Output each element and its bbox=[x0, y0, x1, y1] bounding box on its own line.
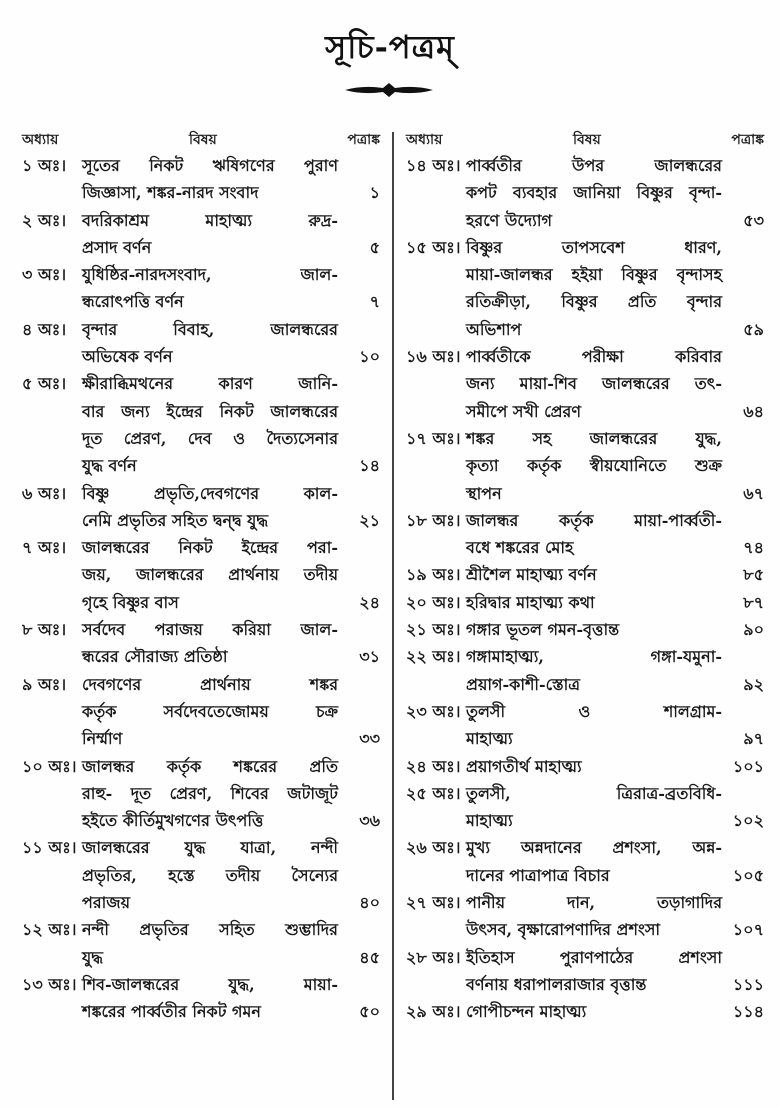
entry-line bbox=[82, 916, 380, 943]
page-number: ৯০ bbox=[743, 620, 764, 640]
page-number-spacer bbox=[342, 207, 380, 234]
entry-line bbox=[48, 452, 380, 479]
entry-subject-text: শ্রীশৈল মাহাত্ম্য বর্ণন bbox=[466, 565, 597, 585]
entry-body bbox=[82, 261, 380, 316]
toc-entry bbox=[22, 971, 380, 1026]
entry-line bbox=[82, 671, 380, 698]
page-number-spacer bbox=[726, 698, 764, 725]
chapter-number: ২০ অঃ। bbox=[406, 592, 461, 612]
entry-subject-text: ক্ষীরাব্ধিমথনের কারণ জানি- bbox=[82, 374, 338, 394]
entry-body bbox=[466, 343, 764, 425]
entry-subject-text: কৃত্যা কর্তৃক স্বীয়যোনিতে শুক্র bbox=[466, 456, 722, 476]
entry-line bbox=[466, 780, 764, 807]
entry-subject-text: বৃন্দার বিবাহ, জালন্ধরের bbox=[82, 319, 338, 339]
page-number: ৮৫ bbox=[743, 565, 764, 585]
entry-subject-text: পানীয় দান, তড়াগাদির bbox=[466, 893, 722, 913]
toc-entry bbox=[406, 834, 764, 889]
chapter-number: ৭ অঃ। bbox=[22, 538, 67, 558]
entry-line bbox=[82, 616, 380, 643]
entry-line bbox=[82, 316, 380, 343]
entry-subject-text: উৎসব, বৃক্ষারোপণাদির প্রশংসা bbox=[466, 920, 661, 940]
entry-subject-text: শিব-জালন্ধরের যুদ্ধ, মায়া- bbox=[82, 974, 338, 994]
entry-subject-text: তুলসী, ত্রিরাত্র-ব্রতবিধি- bbox=[466, 783, 722, 803]
entry-line bbox=[48, 589, 380, 616]
entry-body bbox=[82, 971, 380, 1026]
entry-line bbox=[466, 698, 764, 725]
entry-subject-text: স্থাপন bbox=[466, 483, 502, 503]
entry-subject-text: সূতের নিকট ঋষিগণের পুরাণ bbox=[82, 156, 338, 175]
chapter-number: ১৩ অঃ। bbox=[22, 974, 77, 994]
page-number-spacer bbox=[342, 398, 380, 425]
entry-body bbox=[466, 561, 764, 588]
page-number: ১১৪ bbox=[732, 1002, 764, 1022]
entry-subject-text: দেবগণের প্রার্থনায় শঙ্কর bbox=[82, 674, 338, 694]
entry-body bbox=[82, 534, 380, 616]
entry-line bbox=[48, 343, 380, 370]
entry-body bbox=[82, 207, 380, 262]
toc-entry bbox=[22, 534, 380, 616]
chapter-number: ২৪ অঃ। bbox=[406, 756, 461, 776]
page-number-spacer bbox=[726, 452, 764, 479]
entry-subject-text: হরিদ্বার মাহাত্ম্য কথা bbox=[466, 592, 595, 612]
entry-subject-text: বিষ্ণু প্রভৃতি,দেবগণের কাল- bbox=[82, 483, 338, 503]
header-subject: বিষয় bbox=[572, 132, 601, 148]
entry-line bbox=[48, 698, 380, 725]
entry-subject-text: বিষ্ণুর তাপসবেশ ধারণ, bbox=[466, 237, 722, 257]
entry-subject-text: প্রসাদ বর্ণন bbox=[82, 237, 152, 257]
page-number-spacer bbox=[342, 370, 380, 397]
entry-line bbox=[432, 398, 764, 425]
entry-subject-text: জালন্ধরের যুদ্ধ যাত্রা, নন্দী bbox=[82, 838, 338, 858]
page-number: ৮৭ bbox=[743, 592, 764, 612]
page-number-spacer bbox=[342, 862, 380, 889]
chapter-number: ২৬ অঃ। bbox=[406, 838, 461, 858]
chapter-number: ২৫ অঃ। bbox=[406, 783, 461, 803]
entry-body bbox=[82, 316, 380, 371]
page-number-spacer bbox=[342, 534, 380, 561]
chapter-number: ৬ অঃ। bbox=[22, 483, 67, 503]
entry-body bbox=[466, 425, 764, 507]
entry-line bbox=[432, 534, 764, 561]
entry-subject-text: জয়, জালন্ধরের প্রার্থনায় তদীয় bbox=[82, 565, 338, 585]
entry-subject-text: মাহাত্ম্য bbox=[466, 729, 513, 749]
toc-entry bbox=[406, 425, 764, 507]
chapter-number: ২৩ অঃ। bbox=[406, 701, 461, 721]
page-number-spacer bbox=[726, 944, 764, 971]
entry-line bbox=[48, 998, 380, 1025]
entry-line bbox=[48, 889, 380, 916]
page-number-spacer bbox=[342, 916, 380, 943]
page-number: ৫ bbox=[369, 237, 380, 257]
entry-line bbox=[82, 971, 380, 998]
right-column-header bbox=[406, 128, 764, 152]
entry-subject-text: মায়া-জালন্ধর হইয়া বিষ্ণুর বৃন্দাসহ bbox=[466, 265, 722, 285]
header-page: পত্রাঙ্ক bbox=[347, 132, 380, 148]
entry-line bbox=[82, 753, 380, 780]
entry-subject-text: পরাজয় bbox=[82, 893, 131, 913]
entry-subject-text: মাহাত্ম্য bbox=[466, 811, 513, 831]
page-number: ১১১ bbox=[732, 974, 764, 994]
entry-line bbox=[48, 807, 380, 834]
entry-line bbox=[432, 370, 764, 397]
entry-line bbox=[466, 834, 764, 861]
right-entries bbox=[406, 152, 764, 1026]
entry-line bbox=[82, 534, 380, 561]
entry-line bbox=[48, 944, 380, 971]
toc-entry bbox=[406, 944, 764, 999]
chapter-number: ৮ অঃ। bbox=[22, 620, 67, 640]
page-number-spacer bbox=[342, 316, 380, 343]
toc-entry bbox=[22, 671, 380, 753]
entry-subject-text: বধে শঙ্করের মোহ bbox=[466, 538, 574, 558]
entry-subject-text: জালন্ধরের নিকট ইন্দ্রের পরা- bbox=[82, 538, 338, 558]
chapter-number: ২৮ অঃ। bbox=[406, 947, 461, 967]
page-number-spacer bbox=[726, 780, 764, 807]
entry-subject-text: প্রয়াগ-কাশী-স্তোত্র bbox=[466, 674, 581, 694]
chapter-number: ২৯ অঃ। bbox=[406, 1002, 461, 1022]
page-number: ৬৭ bbox=[743, 483, 764, 503]
entry-body bbox=[466, 780, 764, 835]
entry-line bbox=[466, 343, 764, 370]
entry-line bbox=[432, 316, 764, 343]
entry-line bbox=[82, 261, 380, 288]
entry-body bbox=[82, 916, 380, 971]
toc-entry bbox=[406, 616, 764, 643]
entry-subject-text: রতিক্রীড়া, বিষ্ণুর প্রতি বৃন্দার bbox=[466, 292, 722, 312]
entry-line bbox=[432, 725, 764, 752]
page-number: ২১ bbox=[359, 510, 380, 530]
entry-line bbox=[466, 616, 764, 643]
entry-subject-text: শঙ্করের পার্ব্বতীর নিকট গমন bbox=[82, 1002, 261, 1022]
entry-line bbox=[48, 725, 380, 752]
entry-subject-text: যুধিষ্ঠির-নারদসংবাদ, জাল- bbox=[82, 265, 338, 285]
entry-subject-text: প্রভৃতির, হস্তে তদীয় সৈন্যের bbox=[82, 865, 338, 885]
entry-line bbox=[48, 862, 380, 889]
entry-body bbox=[82, 753, 380, 835]
entry-line bbox=[82, 480, 380, 507]
page-number: ৭ bbox=[369, 292, 380, 312]
entry-body bbox=[466, 753, 764, 780]
chapter-number: ১৫ অঃ। bbox=[406, 237, 461, 257]
chapter-number: ১৮ অঃ। bbox=[406, 510, 461, 530]
entry-subject-text: রাহু- দূত প্রেরণ, শিবের জটাজূট bbox=[82, 783, 338, 803]
entry-subject-text: পার্ব্বতীকে পরীক্ষা করিবার bbox=[466, 347, 722, 367]
entry-body bbox=[82, 480, 380, 535]
entry-subject-text: হরণে উদ্যোগ bbox=[466, 210, 552, 230]
header-subject: বিষয় bbox=[188, 132, 217, 148]
entry-line bbox=[48, 780, 380, 807]
entry-line bbox=[466, 152, 764, 179]
page-number: ১ bbox=[369, 183, 380, 203]
chapter-number: ৩ অঃ। bbox=[22, 265, 67, 285]
header-chapter: অধ্যায় bbox=[406, 132, 443, 148]
page-number: ১০২ bbox=[732, 811, 764, 831]
entry-subject-text: ন্ধরোৎপত্তি বর্ণন bbox=[82, 292, 184, 312]
left-column bbox=[22, 128, 392, 1103]
toc-entry bbox=[22, 207, 380, 262]
page-number: ২৪ bbox=[359, 592, 380, 612]
entry-line bbox=[432, 862, 764, 889]
entry-subject-text: জালন্ধর কর্তৃক শঙ্করের প্রতি bbox=[82, 756, 338, 776]
entry-line bbox=[466, 234, 764, 261]
toc-entry bbox=[406, 780, 764, 835]
page-number-spacer bbox=[342, 561, 380, 588]
entry-subject-text: ন্ধরের সৌরাজ্য প্রতিষ্ঠা bbox=[82, 647, 228, 667]
page-number: ৫৩ bbox=[743, 210, 764, 230]
toc-entry bbox=[22, 480, 380, 535]
toc-entry bbox=[406, 998, 764, 1025]
chapter-number: ১৪ অঃ। bbox=[406, 156, 461, 175]
entry-line bbox=[466, 944, 764, 971]
chapter-number: ১৯ অঃ। bbox=[406, 565, 461, 585]
page-number: ৩১ bbox=[359, 647, 380, 667]
entry-subject-text: সর্বদেব পরাজয় করিয়া জাল- bbox=[82, 620, 338, 640]
entry-line bbox=[82, 152, 380, 179]
entry-subject-text: বার জন্য ইন্দ্রের নিকট জালন্ধরের bbox=[82, 401, 338, 421]
chapter-number: ৪ অঃ। bbox=[22, 319, 67, 339]
chapter-number: ১০ অঃ। bbox=[22, 756, 77, 776]
entry-body bbox=[82, 616, 380, 671]
page-number: ৫৯ bbox=[743, 319, 764, 339]
entry-body bbox=[82, 152, 380, 207]
page-number-spacer bbox=[726, 370, 764, 397]
entry-line bbox=[48, 179, 380, 206]
toc-entry bbox=[22, 916, 380, 971]
entry-subject-text: গৃহে বিষ্ণুর বাস bbox=[82, 592, 179, 612]
page-number-spacer bbox=[726, 834, 764, 861]
entry-body bbox=[466, 589, 764, 616]
chapter-number: ৫ অঃ। bbox=[22, 374, 67, 394]
entry-subject-text: কপট ব্যবহার জানিয়া বিষ্ণুর বৃন্দা- bbox=[466, 183, 722, 203]
toc-entry bbox=[22, 152, 380, 207]
entry-subject-text: সমীপে সখী প্রেরণ bbox=[466, 401, 582, 421]
contents-columns bbox=[22, 128, 764, 1103]
entry-subject-text: যুদ্ধ বর্ণন bbox=[82, 456, 137, 476]
page-number: ৪৫ bbox=[359, 947, 380, 967]
entry-subject-text: ইতিহাস পুরাণপাঠের প্রশংসা bbox=[466, 947, 722, 967]
toc-entry bbox=[406, 507, 764, 562]
entry-body bbox=[82, 834, 380, 916]
toc-entry bbox=[22, 370, 380, 479]
entry-line bbox=[432, 288, 764, 315]
entry-line bbox=[466, 643, 764, 670]
chapter-number: ২ অঃ। bbox=[22, 210, 67, 230]
entry-body bbox=[466, 698, 764, 753]
entry-line bbox=[48, 288, 380, 315]
page-title: সূচি-পত্রম্ bbox=[325, 28, 455, 66]
page-number-spacer bbox=[342, 152, 380, 179]
entry-line bbox=[432, 916, 764, 943]
entry-line bbox=[48, 398, 380, 425]
entry-line bbox=[466, 998, 764, 1025]
entry-line bbox=[466, 561, 764, 588]
entry-subject-text: তুলসী ও শালগ্রাম- bbox=[466, 701, 722, 721]
header-page: পত্রাঙ্ক bbox=[731, 132, 764, 148]
entry-body bbox=[82, 370, 380, 479]
entry-line bbox=[432, 207, 764, 234]
page-number: ৯২ bbox=[743, 674, 764, 694]
page-number-spacer bbox=[342, 261, 380, 288]
entry-body bbox=[466, 643, 764, 698]
page-number-spacer bbox=[342, 698, 380, 725]
entry-line bbox=[432, 480, 764, 507]
entry-line bbox=[48, 507, 380, 534]
entry-body bbox=[466, 616, 764, 643]
toc-entry bbox=[22, 616, 380, 671]
chapter-number: ১৭ অঃ। bbox=[406, 428, 461, 448]
entry-line bbox=[48, 425, 380, 452]
toc-entry bbox=[406, 561, 764, 588]
page-number-spacer bbox=[726, 234, 764, 261]
entry-subject-text: জালন্ধর কর্তৃক মায়া-পার্ব্বতী- bbox=[466, 510, 722, 530]
entry-body bbox=[466, 998, 764, 1025]
chapter-number: ১ অঃ। bbox=[22, 156, 67, 175]
toc-entry bbox=[406, 152, 764, 234]
entry-line bbox=[432, 179, 764, 206]
toc-entry bbox=[406, 753, 764, 780]
toc-entry bbox=[406, 589, 764, 616]
left-column-header bbox=[22, 128, 380, 152]
page-number-spacer bbox=[342, 753, 380, 780]
entry-line bbox=[82, 370, 380, 397]
page-number: ৩৩ bbox=[359, 729, 380, 749]
page-number-spacer bbox=[342, 480, 380, 507]
chapter-number: ১১ অঃ। bbox=[22, 838, 77, 858]
entry-line bbox=[432, 261, 764, 288]
page-number-spacer bbox=[726, 288, 764, 315]
left-entries bbox=[22, 152, 380, 1026]
page-number-spacer bbox=[726, 643, 764, 670]
entry-subject-text: বর্ণনায় ধরাপালরাজার বৃত্তান্ত bbox=[466, 974, 647, 994]
toc-entry bbox=[22, 316, 380, 371]
right-column bbox=[394, 128, 764, 1103]
entry-body bbox=[466, 889, 764, 944]
toc-entry bbox=[22, 753, 380, 835]
page-number: ৭৪ bbox=[743, 538, 764, 558]
entry-subject-text: জন্য মায়া-শিব জালন্ধরের তৎ- bbox=[466, 374, 722, 394]
chapter-number: ২৭ অঃ। bbox=[406, 893, 461, 913]
entry-line bbox=[466, 507, 764, 534]
chapter-number: ১২ অঃ। bbox=[22, 920, 77, 940]
page-number-spacer bbox=[342, 834, 380, 861]
entry-subject-text: কর্তৃক সর্বদেবতেজোময় চক্র bbox=[82, 701, 338, 721]
entry-body bbox=[82, 671, 380, 753]
entry-subject-text: জিজ্ঞাসা, শঙ্কর-নারদ সংবাদ bbox=[82, 183, 259, 203]
entry-subject-text: মুখ্য অন্নদানের প্রশংসা, অন্ন- bbox=[466, 838, 722, 858]
toc-entry bbox=[406, 343, 764, 425]
page-number-spacer bbox=[726, 261, 764, 288]
entry-body bbox=[466, 234, 764, 343]
entry-line bbox=[48, 234, 380, 261]
page-number: ১০৫ bbox=[732, 865, 764, 885]
entry-subject-text: গঙ্গার ভূতল গমন-বৃত্তান্ত bbox=[466, 620, 620, 640]
page-number: ৬৪ bbox=[743, 401, 764, 421]
entry-line bbox=[432, 971, 764, 998]
entry-line bbox=[466, 889, 764, 916]
entry-subject-text: গোপীচন্দন মাহাত্ম্য bbox=[466, 1002, 587, 1022]
toc-entry bbox=[406, 889, 764, 944]
entry-subject-text: হইতে কীর্তিমুখগণের উৎপত্তি bbox=[82, 811, 264, 831]
entry-line bbox=[82, 207, 380, 234]
entry-subject-text: নন্দী প্রভৃতির সহিত শুম্ভাদির bbox=[82, 920, 338, 940]
toc-entry bbox=[22, 834, 380, 916]
entry-body bbox=[466, 152, 764, 234]
chapter-number: ৯ অঃ। bbox=[22, 674, 67, 694]
toc-entry bbox=[22, 261, 380, 316]
page-number: ১০ bbox=[359, 347, 380, 367]
entry-line bbox=[48, 561, 380, 588]
entry-subject-text: যুদ্ধ bbox=[82, 947, 103, 967]
entry-line bbox=[82, 834, 380, 861]
chapter-number: ১৬ অঃ। bbox=[406, 347, 461, 367]
entry-line bbox=[466, 589, 764, 616]
entry-subject-text: প্রয়াগতীর্থ মাহাত্ম্য bbox=[466, 756, 582, 776]
entry-subject-text: অভিশাপ bbox=[466, 319, 522, 339]
page-number: ৩৬ bbox=[359, 811, 380, 831]
entry-line bbox=[432, 671, 764, 698]
page-number: ১০৭ bbox=[732, 920, 764, 940]
page-number: ৫০ bbox=[359, 1002, 380, 1022]
toc-entry bbox=[406, 643, 764, 698]
ornamental-rule-icon bbox=[343, 82, 435, 98]
entry-line bbox=[432, 452, 764, 479]
page-number-spacer bbox=[726, 152, 764, 179]
page-number-spacer bbox=[342, 616, 380, 643]
entry-line bbox=[432, 807, 764, 834]
entry-line bbox=[48, 643, 380, 670]
page-number: ৯৭ bbox=[743, 729, 764, 749]
page-number-spacer bbox=[726, 179, 764, 206]
entry-body bbox=[466, 944, 764, 999]
page-number-spacer bbox=[726, 507, 764, 534]
entry-subject-text: দানের পাত্রাপাত্র বিচার bbox=[466, 865, 610, 885]
page-number-spacer bbox=[342, 971, 380, 998]
entry-subject-text: শঙ্কর সহ জালন্ধরের যুদ্ধ, bbox=[466, 428, 722, 448]
entry-subject-text: পার্ব্বতীর উপর জালন্ধরের bbox=[466, 156, 722, 175]
chapter-number: ২১ অঃ। bbox=[406, 620, 461, 640]
entry-subject-text: অভিষেক বর্ণন bbox=[82, 347, 173, 367]
entry-subject-text: দূত প্রেরণ, দেব ও দৈত্যসেনার bbox=[82, 428, 338, 448]
page-number: ৪০ bbox=[359, 893, 380, 913]
entry-body bbox=[466, 507, 764, 562]
page-number: ১৪ bbox=[359, 456, 380, 476]
header-chapter: অধ্যায় bbox=[22, 132, 59, 148]
entry-line bbox=[466, 753, 764, 780]
page-number-spacer bbox=[342, 671, 380, 698]
entry-body bbox=[466, 834, 764, 889]
entry-subject-text: বদরিকাশ্রম মাহাত্ম্য রুদ্র- bbox=[82, 210, 338, 230]
chapter-number: ২২ অঃ। bbox=[406, 647, 461, 667]
toc-entry bbox=[406, 698, 764, 753]
entry-subject-text: গঙ্গামাহাত্ম্য, গঙ্গা-যমুনা- bbox=[466, 647, 722, 667]
page-number-spacer bbox=[342, 425, 380, 452]
entry-line bbox=[466, 425, 764, 452]
entry-subject-text: নেমি প্রভৃতির সহিত দ্বন্দ্ব যুদ্ধ bbox=[82, 510, 269, 530]
page-number-spacer bbox=[342, 780, 380, 807]
page-number: ১০১ bbox=[732, 756, 764, 776]
page-number-spacer bbox=[726, 343, 764, 370]
page-number-spacer bbox=[726, 889, 764, 916]
page-number-spacer bbox=[726, 425, 764, 452]
entry-subject-text: নির্ম্মাণ bbox=[82, 729, 123, 749]
toc-entry bbox=[406, 234, 764, 343]
